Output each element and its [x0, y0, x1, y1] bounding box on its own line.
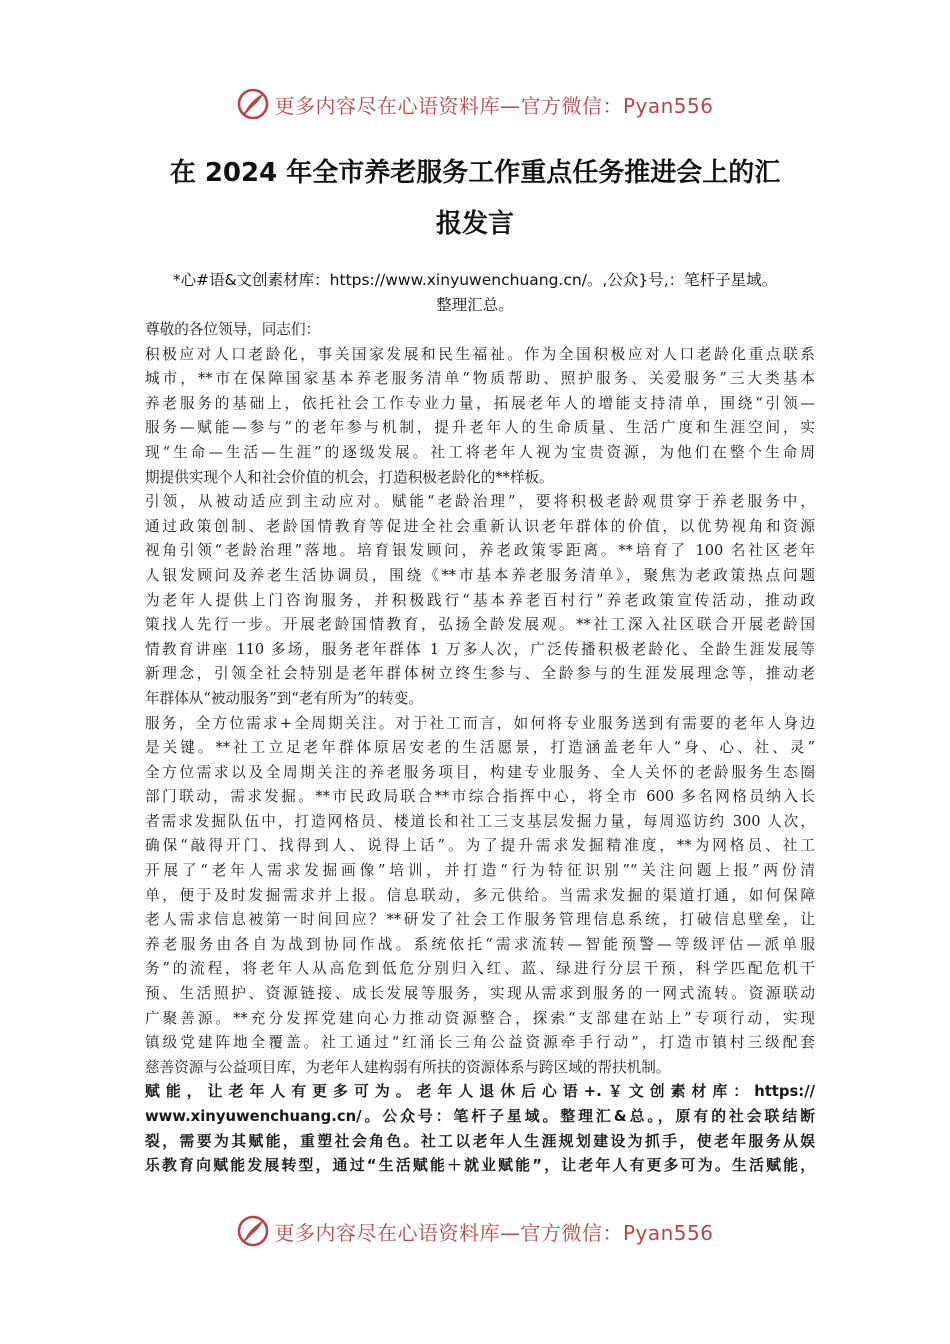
body-line-bold: 赋能，让老年人有更多可为。老年人退休后心语+.￥文创素材库：https://: [145, 1083, 815, 1101]
body-line: 情教育讲座 110 多场，服务老年群体 1 万多人次，广泛传播积极老龄化、全龄生涯发展等: [145, 640, 815, 658]
body-line: 积极应对人口老龄化，事关国家发展和民生福祉。作为全国积极应对人口老龄化重点联系: [145, 345, 815, 363]
source-note-line: *心#语&文创素材库：https://www.xinyuwenchuang.cn/。,公众}号,：笔杆子星域。: [172, 271, 778, 289]
body-line: 开展了“老年人需求发掘画像”培训，并打造“行为特征识别”“关注问题上报”两份清: [145, 862, 815, 880]
body-line: 务”的流程，将老年人从高危到低危分别归入红、蓝、绿进行分层干预，科学匹配危机干: [145, 960, 815, 978]
watermark-text: 更多内容尽在心语资料库—官方微信：Pyan556: [274, 93, 714, 118]
body-line: 引领，从被动适应到主动应对。赋能“老龄治理”，要将积极老龄观贯穿于养老服务中，: [145, 493, 815, 511]
watermark-text: 更多内容尽在心语资料库—官方微信：Pyan556: [274, 1220, 714, 1245]
source-note: [130, 268, 820, 318]
source-note-line: 整理汇总。: [436, 296, 514, 314]
document-body: [145, 318, 815, 1179]
body-line: 确保“敲得开门、找得到人、说得上话”。为了提升需求发掘精准度，**为网格员、社工: [145, 837, 815, 855]
body-line: 镇级党建阵地全覆盖。社工通过“红涌长三角公益资源牵手行动”，打造市镇村三级配套: [145, 1034, 815, 1052]
header-watermark-banner: [0, 84, 950, 124]
body-line: 尊敬的各位领导，同志们：: [145, 321, 321, 338]
body-line: 年群体从“被动服务”到“老有所为”的转变。: [145, 689, 423, 707]
body-line: 预、生活照护、资源链接、成长发展等服务，实现从需求到服务的一网式流转。资源联动: [145, 985, 815, 1003]
body-line: 是关键。**社工立足老年群体原居安老的生活愿景，打造涵盖老年人“身、心、社、灵”: [145, 739, 815, 757]
body-line: 养老服务的基础上，依托社会工作专业力量，拓展老年人的增能支持清单，围绕“引领—: [145, 394, 815, 412]
body-line: 人银发顾问及养老生活协调员，围绕《**市基本养老服务清单》，聚焦为老政策热点问题: [145, 566, 815, 584]
body-line: 视角引领“老龄治理”落地。培育银发顾问，养老政策零距离。**培育了 100 名社区老年: [145, 542, 815, 560]
body-line: 养老服务由各自为战到协同作战。系统依托“需求流转—智能预警—等级评估—派单服: [145, 935, 815, 953]
document-title-line-1: 在 2024 年全市养老服务工作重点任务推进会上的汇: [169, 158, 781, 188]
body-line: 广聚善源。**充分发挥党建向心力推动资源整合，探索“支部建在站上”专项行动，实现: [145, 1009, 815, 1027]
footer-watermark-banner: [0, 1211, 950, 1251]
document-title-line-2: 报发言: [435, 209, 514, 239]
body-line: 慈善资源与公益项目库，为老年人建构弱有所扶的资源体系与跨区域的帮扶机制。: [145, 1058, 671, 1076]
body-line: 服务—赋能—参与”的老年参与机制，提升老年人的生命质量、生活广度和生涯空间，实: [145, 419, 815, 437]
body-line: 现“生命—生活—生涯”的逐级发展。社工将老年人视为宝贵资源，为他们在整个生命周: [145, 443, 815, 461]
body-line-bold: www.xinyuwenchuang.cn/。公众号：笔杆子星域。整理汇&总。，原有的社会联结断: [145, 1108, 815, 1125]
body-line: 新理念，引领全社会特别是老年群体树立终生参与、全龄参与的生涯发展理念等，推动老: [145, 665, 815, 683]
body-line: 为老年人提供上门咨询服务，并积极践行“基本养老百村行”养老政策宣传活动，推动政: [145, 591, 815, 609]
body-line: 者需求发掘队伍中，打造网格员、楼道长和社工三支基层发掘力量，每周巡访约 300 人次，: [145, 812, 815, 830]
body-line: 城市，**市在保障国家基本养老服务清单“物质帮助、照护服务、关爱服务”三大类基本: [145, 370, 815, 388]
body-line: 全方位需求以及全周期关注的养老服务项目，构建专业服务、全人关怀的老龄服务生态圈: [145, 763, 815, 781]
body-line: 单，便于及时发掘需求并上报。信息联动，多元供给。当需求发掘的渠道打通，如何保障: [145, 886, 815, 904]
body-line: 老人需求信息被第一时间回应？**研发了社会工作服务管理信息系统，打破信息壁垒，让: [145, 911, 815, 929]
quill-logo-icon: [236, 1214, 270, 1248]
body-line: 期提供实现个人和社会价值的机会，打造积极老龄化的**样板。: [145, 468, 554, 486]
body-line: 部门联动，需求发掘。**市民政局联合**市综合指挥中心，将全市 600 多名网格员纳入长: [145, 788, 815, 806]
body-line: 服务，全方位需求+全周期关注。对于社工而言，如何将专业服务送到有需要的老年人身边: [145, 714, 815, 732]
quill-logo-icon: [236, 87, 270, 121]
body-line: 策找人先行一步。开展老龄国情教育，弘扬全龄发展观。**社工深入社区联合开展老龄国: [145, 616, 815, 634]
body-line-bold: 乐教育向赋能发展转型，通过“生活赋能＋就业赋能”，让老年人有更多可为。生活赋能，: [145, 1157, 815, 1175]
body-line: 通过政策创制、老龄国情教育等促进全社会重新认识老年群体的价值，以优势视角和资源: [145, 517, 815, 535]
body-line-bold: 裂，需要为其赋能，重塑社会角色。社工以老年人生涯规划建设为抓手，使老年服务从娱: [145, 1132, 815, 1150]
